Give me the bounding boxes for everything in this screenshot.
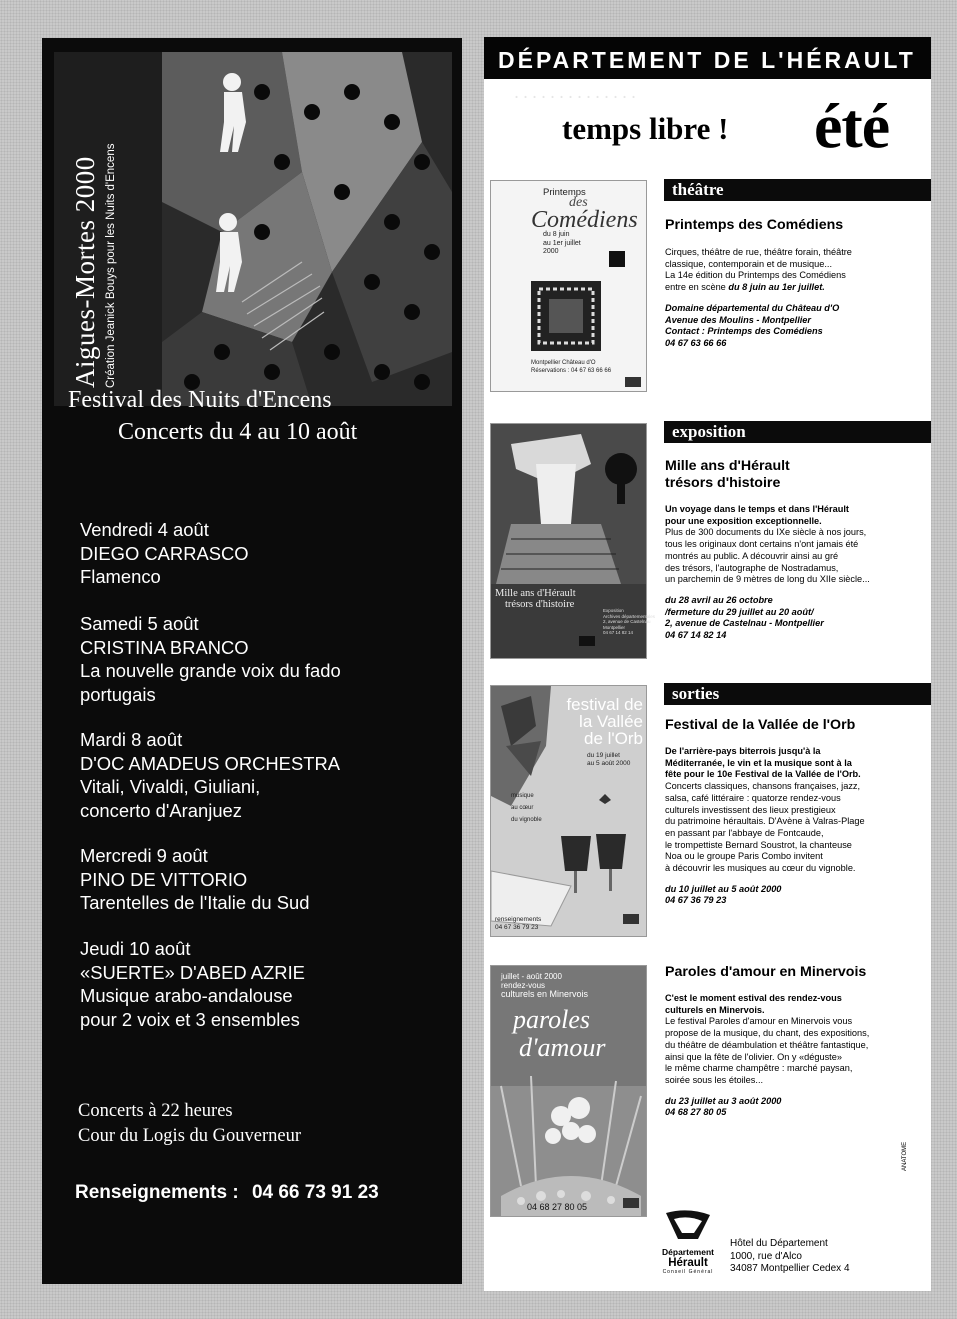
poster-dates xyxy=(543,231,581,257)
poster-footer-line: Archives départementales xyxy=(603,613,656,619)
poster-footer-line: 04 67 14 82 14 xyxy=(603,630,634,635)
event-text-line: à découvrir les musiques au cœur du vignoble. xyxy=(665,863,856,874)
poster-script-line: paroles xyxy=(513,1005,591,1034)
poster-date: au 5 août 2000 xyxy=(587,759,631,767)
event-text-line: culturels investissent des lieux prestigieux xyxy=(665,804,836,815)
poster-phone: 04 68 27 80 05 xyxy=(527,1202,588,1212)
poster-script-title xyxy=(513,1006,605,1062)
event-title-line: Paroles d'amour en Minervois xyxy=(665,964,867,980)
concert-description: pour 2 voix et 3 ensembles xyxy=(80,1008,300,1030)
event-text-line: soirée sous les étoiles... xyxy=(665,1074,764,1085)
event-description xyxy=(665,504,870,642)
logo-text-line: Hérault xyxy=(668,1257,708,1269)
concert-description: La nouvelle grande voix du fado xyxy=(80,660,341,681)
info-label: Renseignements : xyxy=(75,1182,239,1203)
department-header: DÉPARTEMENT DE L'HÉRAULT xyxy=(484,37,931,79)
poster-side-text xyxy=(511,790,542,826)
poster-printemps-comediens xyxy=(490,180,647,392)
concert-date: Samedi 5 août xyxy=(80,613,199,634)
event-text-line: du théâtre de déambulation et théâtre fantastique, xyxy=(665,1039,869,1050)
poster-caption-line: Mille ans d'Hérault xyxy=(495,588,576,599)
event-text-line: un parchemin de 9 mètres de long du XIIe siècle... xyxy=(665,574,870,585)
event-text-line: La 14e édition du Printemps des Comédiens xyxy=(665,270,846,281)
event-dates: du 28 avril au 26 octobre xyxy=(665,594,773,605)
event-title xyxy=(665,964,866,981)
event-text-line: propose de la musique, du chant, des expositions, xyxy=(665,1028,870,1039)
poster-title xyxy=(553,696,643,747)
concert-date: Mardi 8 août xyxy=(80,729,183,750)
concert-description: concerto d'Aranjuez xyxy=(80,799,242,821)
concert-venue: Cour du Logis du Gouverneur xyxy=(78,1126,301,1146)
poster-paroles-amour xyxy=(490,965,647,1217)
artwork-title: Aigues-Mortes 2000 xyxy=(70,156,100,388)
concert-description: Flamenco xyxy=(80,566,161,587)
poster-date: 2000 xyxy=(543,248,559,255)
event-description xyxy=(665,746,865,907)
poster-header-line: culturels en Minervois xyxy=(501,989,589,999)
event-text-line: tous les originaux dont certains n'ont jamais été xyxy=(665,539,859,550)
poster-script-line: d'amour xyxy=(519,1033,606,1062)
event-title-line: Printemps des Comédiens xyxy=(665,217,844,233)
poster-footer-line: Exposition xyxy=(603,608,624,613)
event-intro-line: Un voyage dans le temps et dans l'Hérault xyxy=(665,504,849,514)
abstract-collage-image xyxy=(162,52,452,406)
event-phone: 04 67 14 82 14 xyxy=(665,630,727,641)
poster-title: Printemps xyxy=(543,187,586,198)
poster-title: des xyxy=(569,195,588,210)
tagline-ete: été xyxy=(814,90,890,161)
event-dates: du 10 juillet au 5 août 2000 xyxy=(665,883,782,894)
concert-artist: D'OC AMADEUS ORCHESTRA xyxy=(80,752,340,774)
address-line: Hôtel du Département xyxy=(730,1238,828,1249)
category-label: théâtre xyxy=(664,179,931,201)
concert-description: Vitali, Vivaldi, Giuliani, xyxy=(80,776,261,797)
event-text-prefix: entre en scène xyxy=(665,282,729,293)
poster-date: du 19 juillet xyxy=(587,752,620,759)
poster-date: du 8 juin xyxy=(543,231,570,238)
poster-vallee-orb xyxy=(490,685,647,937)
event-phone: 04 68 27 80 05 xyxy=(665,1107,727,1118)
event-closure: /fermeture du 29 juillet au 20 août/ xyxy=(665,606,814,617)
concert-entry xyxy=(80,728,340,822)
event-title-line: Festival de la Vallée de l'Orb xyxy=(665,717,856,733)
poster-caption-line: trésors d'histoire xyxy=(505,599,575,610)
tagline: temps libre ! xyxy=(562,111,729,146)
poster-title: Comédiens xyxy=(531,207,638,233)
concert-artist: «SUERTE» D'ABED AZRIE xyxy=(80,961,305,983)
poster-footer-line: 2, avenue de Castelnau xyxy=(603,619,651,624)
artwork-vertical-title xyxy=(70,144,117,388)
event-text-line: montrés au public. A découvrir ainsi au gré xyxy=(665,550,839,561)
concert-date: Mercredi 9 août xyxy=(80,845,208,866)
poster-footer-line: 04 67 36 79 23 xyxy=(495,923,539,931)
concert-entry xyxy=(80,612,341,706)
info-line xyxy=(75,1182,379,1204)
festival-dates: Concerts du 4 au 10 août xyxy=(118,419,358,445)
category-label: exposition xyxy=(664,421,931,443)
concert-entry xyxy=(80,518,249,589)
event-text-line: ainsi que la fête de l'olivier. On y «déguste» xyxy=(665,1051,842,1062)
poster-footer-line: Montpellier Château d'O xyxy=(531,360,596,366)
event-text-line: Le festival Paroles d'amour en Minervois vous xyxy=(665,1016,853,1027)
ghost-text: · · · · · · · · · · · · · · xyxy=(514,87,636,107)
poster-mille-ans xyxy=(490,423,656,659)
design-credit: ANATOME xyxy=(902,1141,908,1171)
event-address: 2, avenue de Castelnau - Montpellier xyxy=(665,618,824,629)
event-text-line: en passant par l'abbaye de Fontcaude, xyxy=(665,827,824,838)
event-title-line: Mille ans d'Hérault xyxy=(665,458,790,474)
concert-description: portugais xyxy=(80,683,156,705)
logo-text-line: Département xyxy=(662,1247,714,1257)
poster-footer-line: Réservations : 04 67 63 66 66 xyxy=(531,368,612,374)
poster-caption xyxy=(495,588,576,610)
poster-title-line: de l'Orb xyxy=(584,729,643,748)
concert-date: Jeudi 10 août xyxy=(80,938,191,959)
event-text-line: du patrimoine héraultais. D'Avène à Valras-Plage xyxy=(665,816,865,827)
poster-footer-line: renseignements xyxy=(495,916,542,923)
poster-title-line: festival de xyxy=(566,695,643,714)
event-text-line: Concerts classiques, chansons françaises, jazz, xyxy=(665,781,861,792)
event-text-line: Cirques, théâtre de rue, théâtre forain, théâtre xyxy=(665,247,852,257)
festival-artwork xyxy=(54,52,452,406)
event-intro-line: De l'arrière-pays biterrois jusqu'à la xyxy=(665,746,821,756)
herault-summer-page xyxy=(484,37,931,1291)
event-intro-line: pour une exposition exceptionnelle. xyxy=(665,515,822,526)
festival-advertisement xyxy=(42,38,462,1284)
event-intro-line: Méditerranée, le vin et la musique sont à la xyxy=(665,757,852,768)
event-text-line xyxy=(665,282,852,294)
concert-artist: CRISTINA BRANCO xyxy=(80,636,249,658)
poster-footer-line: Montpellier xyxy=(603,624,626,630)
concert-entry xyxy=(80,937,305,1031)
event-address: Avenue des Moulins - Montpellier xyxy=(665,314,811,325)
event-dates: du 8 juin au 1er juillet. xyxy=(728,282,825,293)
poster-title-line: la Vallée xyxy=(579,712,643,731)
concert-description: Musique arabo-andalouse xyxy=(80,985,293,1006)
event-text-line: le trompettiste Bernard Soustrot, la chanteuse xyxy=(665,839,852,850)
event-description xyxy=(665,993,869,1119)
poster-side-line: au cœur xyxy=(511,805,534,811)
concert-artist: DIEGO CARRASCO xyxy=(80,542,249,564)
poster-dates xyxy=(587,752,630,767)
address-line: 34087 Montpellier Cedex 4 xyxy=(730,1263,850,1275)
poster-side-line: musique xyxy=(511,793,534,799)
department-address xyxy=(730,1238,850,1276)
logo-text-line: Conseil Général xyxy=(662,1269,714,1275)
info-phone: 04 66 73 91 23 xyxy=(251,1182,379,1203)
event-title-line: trésors d'histoire xyxy=(665,475,781,491)
event-title xyxy=(665,458,790,492)
concert-time: Concerts à 22 heures xyxy=(78,1101,233,1121)
event-phone: 04 67 63 66 66 xyxy=(665,337,727,348)
event-title xyxy=(665,217,843,234)
event-text-line: salsa, café littéraire : quatorze rendez-vous xyxy=(665,792,841,803)
address-line: 1000, rue d'Alco xyxy=(730,1250,802,1262)
poster-footer xyxy=(531,359,611,375)
event-contact: Contact : Printemps des Comédiens xyxy=(665,326,823,337)
poster-header xyxy=(501,972,588,999)
event-phone: 04 67 36 79 23 xyxy=(665,895,727,906)
poster-header-line: rendez-vous xyxy=(501,981,546,990)
poster-date: au 1er juillet xyxy=(543,239,581,247)
concert-description: Tarentelles de l'Italie du Sud xyxy=(80,892,310,913)
festival-title: Festival des Nuits d'Encens xyxy=(68,387,332,413)
category-label: sorties xyxy=(664,683,931,705)
event-description xyxy=(665,247,852,350)
event-venue: Domaine départemental du Château d'O xyxy=(665,302,840,313)
artwork-credit: Création Jeanick Bouys pour les Nuits d'Encens xyxy=(105,143,117,388)
poster-footer xyxy=(495,916,541,931)
poster-footer xyxy=(603,608,655,636)
event-dates: du 23 juillet au 3 août 2000 xyxy=(665,1095,782,1106)
herault-logo xyxy=(658,1209,718,1276)
event-intro-line: C'est le moment estival des rendez-vous xyxy=(665,993,842,1003)
event-text-line: Plus de 300 documents du IXe siècle à nos jours, xyxy=(665,527,867,538)
poster-side-line: du vignoble xyxy=(511,817,542,823)
poster-graphic xyxy=(491,966,646,1216)
event-text-line: le même charme champêtre : marché paysan, xyxy=(665,1063,853,1074)
event-text-line: des trésors, l'autographe de Nostradamus, xyxy=(665,562,839,573)
herault-logo-icon xyxy=(658,1209,718,1243)
concert-entry xyxy=(80,844,309,915)
concert-date: Vendredi 4 août xyxy=(80,519,209,540)
concert-artist: PINO DE VITTORIO xyxy=(80,868,248,890)
event-text-line: classique, contemporain et de musique... xyxy=(665,258,832,269)
event-intro-line: fête pour le 10e Festival de la Vallée de l'Orb. xyxy=(665,769,861,780)
event-intro-line: culturels en Minervois. xyxy=(665,1004,765,1015)
event-text-line: Noa ou le groupe Paris Combo invitent xyxy=(665,851,823,862)
event-title xyxy=(665,717,855,734)
poster-header-line: juillet - août 2000 xyxy=(501,972,562,981)
